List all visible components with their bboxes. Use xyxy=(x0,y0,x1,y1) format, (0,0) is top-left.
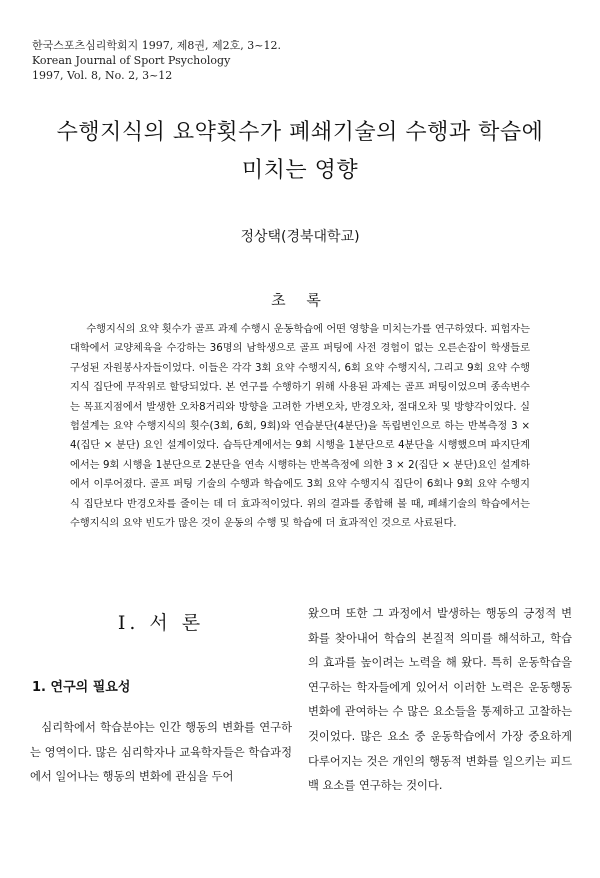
paper-title xyxy=(40,114,560,190)
abstract-text: 수행지식의 요약 횟수가 골프 과제 수행시 운동학습에 어떤 영향을 미치는가를 연구하였다. 피험자는 대학에서 교양체육을 수강하는 36명의 남학생으로 골프 퍼팅에 사전 경험이 없는 오른손잡이 학생들로 구성된 자원봉사자들이었다. 이들은 각각 3회 요약 수행지식, 6회 요약 수행지식, 그리고 9회 요약 수행지식 집단에 무작위로 할당되었다. 본 연구를 수행하기 위해 사용된 과제는 골프 퍼팅이었으며 종속변수는 목표지점에서 발생한 오차8거리와 방향을 고려한 가변오차, 반경오차, 절대오차 및 방향각이었다. 실험설계는 요약 수행지식의 횟수(3회, 6회, 9회)와 연습분단(4분단)을 독립변인으로 하는 반복측정 3 × 4(집단 × 분단) 요인 설계이었다. 습득단계에서는 9회 시행을 1분단으로 4분단을 시행했으며 파지단계에서는 9회 시행을 1분단으로 2분단을 연속 시행하는 반복측정에 의한 3 × 2(집단 × 분단)요인 설계하에서 이루어졌다. 골프 퍼팅 기술의 수행과 학습에도 3회 요약 수행지식 집단이 6회나 9회 요약 수행지식 집단보다 반경오차를 줄이는 데 더 효과적이었다. 위의 결과를 종합해 볼 때, 폐쇄기술의 학습에서는 수행지식의 요약 빈도가 많은 것이 운동의 수행 및 학습에 더 효과적인 것으로 사료된다. xyxy=(70,324,530,530)
abstract-heading: 초 록 xyxy=(271,291,329,309)
right-column xyxy=(308,602,572,799)
journal-header xyxy=(32,38,281,83)
left-body-text: 심리학에서 학습분야는 인간 행동의 변화를 연구하는 영역이다. 많은 심리학자나 교육학자들은 학습과정에서 일어나는 행동의 변화에 관심을 두어 xyxy=(30,721,292,784)
paper-title-line1: 수행지식의 요약횟수가 폐쇄기술의 수행과 학습에 xyxy=(56,120,544,145)
author: 정상택(경북대학교) xyxy=(240,229,360,245)
left-column xyxy=(30,600,292,790)
subsection-heading: 1. 연구의 필요성 xyxy=(32,680,131,695)
right-body-text: 왔으며 또한 그 과정에서 발생하는 행동의 긍정적 변화를 찾아내어 학습의 본질적 의미를 해석하고, 학습의 효과를 높이려는 노력을 해 왔다. 특히 운동학습을 연구하는 학자들에게 있어서 이러한 노력은 운동행동 변화에 관여하는 수 많은 요소들을 통제하고 고찰하는 것이었다. 많은 요소 중 운동학습에서 가장 중요하게 다루어지는 것은 개인의 행동적 변화를 일으키는 피드백 요소를 연구하는 것이다. xyxy=(308,607,572,793)
journal-header-english: Korean Journal of Sport Psychology xyxy=(32,54,231,67)
journal-header-volume: 1997, Vol. 8, No. 2, 3~12 xyxy=(32,69,173,82)
journal-header-korean: 한국스포츠심리학회지 1997, 제8권, 제2호, 3~12. xyxy=(32,39,281,52)
paper-title-line2: 미치는 영향 xyxy=(241,158,359,183)
section-heading: Ⅰ. 서 론 xyxy=(117,612,205,634)
